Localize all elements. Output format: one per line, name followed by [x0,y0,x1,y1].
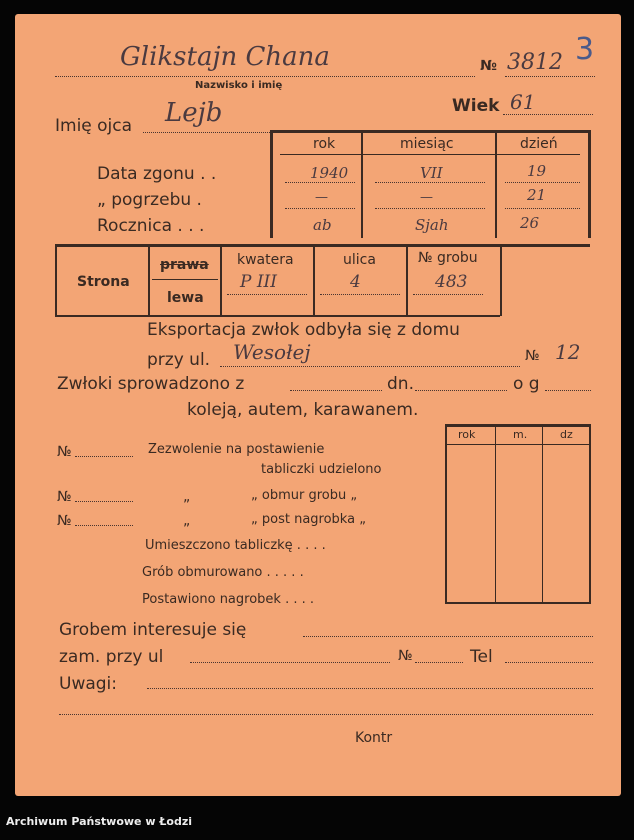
age-label: Wiek [452,96,500,116]
anniversary-year: ab [313,216,332,234]
street-label: przy ul. [147,350,211,370]
contact-no-label: № [398,648,413,664]
quarter-label: kwatera [237,252,294,268]
permit-col-day: dz [560,428,573,441]
permit-plaque: Zezwolenie na postawienie [148,442,325,457]
death-year: 1940 [310,164,349,182]
day-label: dn. [387,374,414,394]
quarter-value: P III [240,272,277,292]
col-year: rok [313,136,336,152]
side-label: Strona [77,274,130,290]
grave-walled: Grób obmurowano . . . . . [142,565,304,580]
col-month: miesiąc [400,136,454,152]
permit-col-year: rok [458,428,476,441]
address-label: zam. przy ul [59,647,164,667]
control-label: Kontr [355,730,393,746]
name-value: Glikstajn Chana [120,42,330,72]
tel-label: Tel [470,647,493,667]
corner-number: 3 [575,32,595,67]
burial-date-label: „ pogrzebu . [97,190,202,210]
permit-no-3: № [57,513,72,529]
anniversary-day: 26 [520,214,540,232]
permit-no-1: № [57,444,72,460]
permit-no-2: № [57,489,72,505]
anniversary-label: Rocznica . . . [97,216,205,236]
ditto-1: „ [183,489,191,505]
grave-no-label: № grobu [418,250,478,266]
archive-credit: Archiwum Państwowe w Łodzi [6,815,193,828]
house-label: № [525,348,540,364]
father-label: Imię ojca [55,116,133,136]
side-left: lewa [167,290,204,306]
ditto-2: „ [183,513,191,529]
row-label: ulica [343,252,376,268]
permit-plaque-2: tabliczki udzielono [261,462,382,477]
grave-no-value: 483 [435,272,468,292]
record-card [15,14,621,796]
export-line: Eksportacja zwłok odbyła się z domu [147,320,460,340]
transport: koleją, autem, karawanem. [187,400,419,420]
number-value: 3812 [507,50,563,75]
house-value: 12 [555,340,581,364]
side-right: prawa [160,257,209,273]
number-label: № [480,58,497,74]
burial-year: — [315,190,328,205]
row-value: 4 [350,272,361,292]
street-value: Wesołej [233,340,311,364]
notes-label: Uwagi: [59,674,118,694]
father-value: Lejb [165,98,223,128]
death-month: VII [420,164,443,182]
anniversary-month: Sjah [415,216,449,234]
name-label: Nazwisko i imię [195,80,283,91]
brought-label: Zwłoki sprowadzono z [57,374,245,394]
permit-enclosure: „ obmur grobu „ [251,488,358,503]
col-day: dzień [520,136,558,152]
tombstone-erected: Postawiono nagrobek . . . . [142,592,314,607]
burial-month: — [420,190,433,205]
interest-label: Grobem interesuje się [59,620,247,640]
burial-day: 21 [527,186,547,204]
plaque-placed: Umieszczono tabliczkę . . . . [145,538,326,553]
death-day: 19 [527,162,547,180]
permit-tombstone: „ post nagrobka „ [251,512,366,527]
hour-label: o g [513,374,540,394]
death-date-label: Data zgonu . . [97,164,217,184]
age-value: 61 [510,90,536,114]
permit-col-month: m. [513,428,528,441]
